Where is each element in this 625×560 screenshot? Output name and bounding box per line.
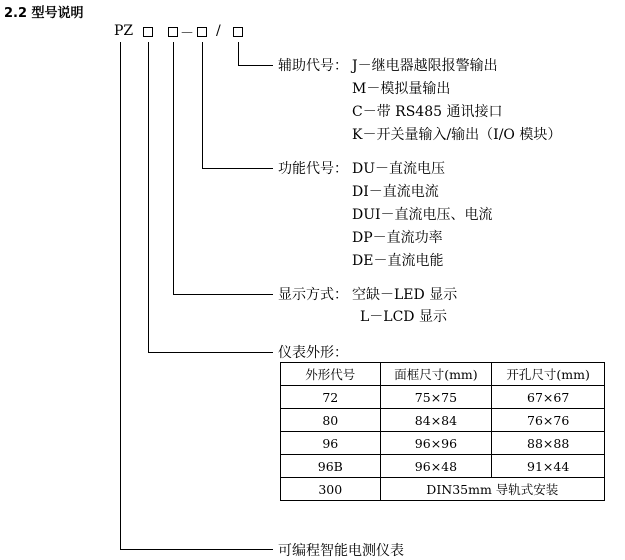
table-cell-merged: DIN35mm 导轨式安装 <box>380 478 604 501</box>
table-cell: 96B <box>281 455 381 478</box>
table-header: 开孔尺寸(mm) <box>492 363 605 386</box>
display-label: 显示方式： <box>278 287 348 303</box>
display-line-h <box>173 294 273 295</box>
display-item: 空缺－LED 显示 <box>352 287 458 303</box>
product-name: 可编程智能电测仪表 <box>278 543 404 559</box>
table-cell: 75×75 <box>380 386 492 409</box>
table-row <box>281 432 605 455</box>
table-cell: 96×96 <box>380 432 492 455</box>
table-cell: 88×88 <box>492 432 605 455</box>
table-cell: 72 <box>281 386 381 409</box>
product-line-h <box>120 549 273 550</box>
func-line-h <box>202 168 273 169</box>
aux-line-h <box>238 65 273 66</box>
table-cell: 80 <box>281 409 381 432</box>
table-cell: 84×84 <box>380 409 492 432</box>
function-label: 功能代号： <box>278 161 348 177</box>
aux-item: J－继电器越限报警输出 <box>352 58 498 74</box>
function-item: DUI－直流电压、电流 <box>352 207 493 223</box>
table-row <box>281 478 605 501</box>
shape-line-v <box>148 42 149 353</box>
function-item: DP－直流功率 <box>352 230 443 246</box>
code-dash: － <box>180 26 194 42</box>
product-line-v <box>120 42 121 550</box>
function-item: DU－直流电压 <box>352 161 446 177</box>
function-item: DE－直流电能 <box>352 253 444 269</box>
code-box-function <box>197 27 207 37</box>
function-item: DI－直流电流 <box>352 184 439 200</box>
aux-item: K－开关量输入/输出（I/O 模块） <box>352 127 562 143</box>
func-line-v <box>202 42 203 169</box>
shape-table <box>280 362 605 501</box>
code-box-display <box>168 27 178 37</box>
table-row <box>281 455 605 478</box>
table-header: 面框尺寸(mm) <box>380 363 492 386</box>
code-box-shape <box>143 27 153 37</box>
code-box-auxiliary <box>233 27 243 37</box>
table-cell: 67×67 <box>492 386 605 409</box>
table-cell: 300 <box>281 478 381 501</box>
display-item: L－LCD 显示 <box>360 309 447 325</box>
aux-item: M－模拟量输出 <box>352 81 451 97</box>
shape-label: 仪表外形： <box>278 345 348 361</box>
aux-item: C－带 RS485 通讯接口 <box>352 104 503 120</box>
aux-label: 辅助代号： <box>278 58 348 74</box>
table-cell: 96×48 <box>380 455 492 478</box>
table-header: 外形代号 <box>281 363 381 386</box>
code-prefix: PZ <box>114 23 134 39</box>
table-cell: 76×76 <box>492 409 605 432</box>
section-heading: 2.2 型号说明 <box>4 6 84 21</box>
display-line-v <box>173 42 174 295</box>
table-row <box>281 409 605 432</box>
table-cell: 96 <box>281 432 381 455</box>
code-slash: / <box>216 23 221 39</box>
aux-line-v <box>238 42 239 65</box>
table-cell: 91×44 <box>492 455 605 478</box>
shape-line-h <box>148 352 273 353</box>
table-row <box>281 386 605 409</box>
table-header-row <box>281 363 605 386</box>
